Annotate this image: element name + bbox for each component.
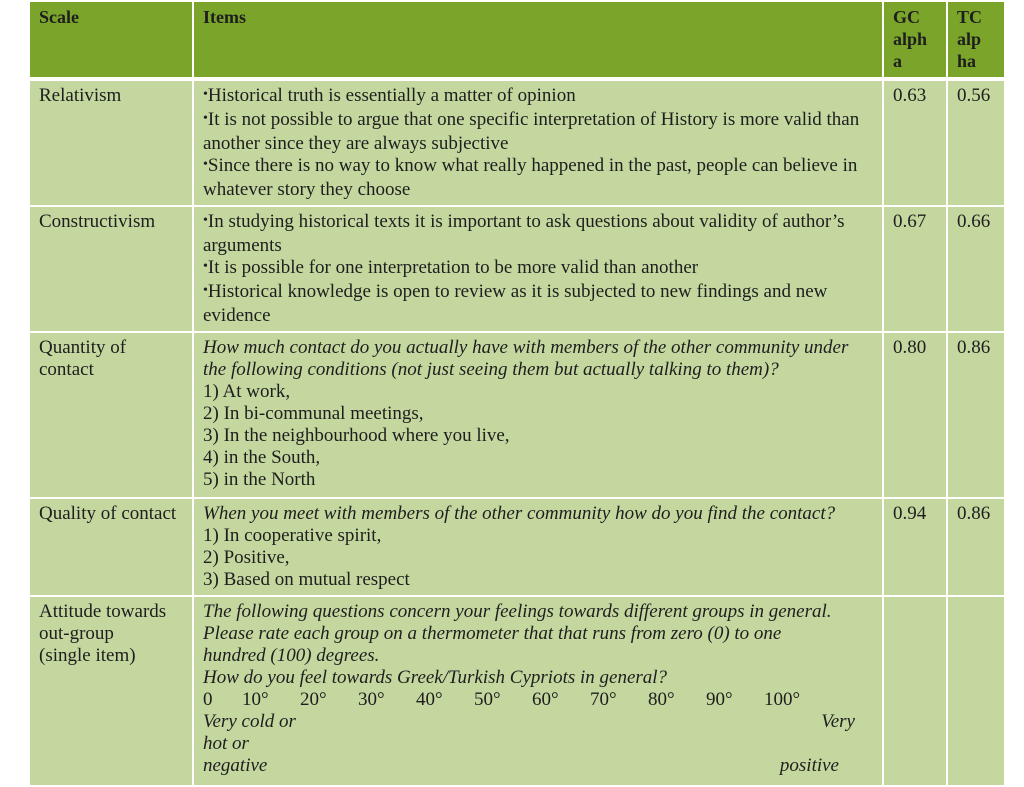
gc-alpha-value: 0.94 [883, 498, 947, 596]
list-item: 5) in the North [203, 469, 316, 490]
header-gc-alpha: GC alph a [883, 1, 947, 79]
list-item: 4) in the South, [203, 447, 321, 468]
scale-anchor-row [203, 755, 873, 777]
table-row [29, 79, 1005, 206]
question-text: How do you feel towards Greek/Turkish Cypriots in general? [203, 667, 668, 688]
header-items: Items [193, 1, 883, 79]
gc-alpha-value: 0.63 [883, 79, 947, 206]
scale-cell: Quantity of contact [29, 332, 193, 498]
list-item: 3) In the neighbourhood where you live, [203, 425, 510, 446]
scale-point: 40° [416, 689, 443, 710]
header-row [29, 1, 1005, 79]
list-item: 2) Positive, [203, 547, 290, 568]
scale-point: 10° [242, 689, 269, 710]
table-row [29, 206, 1005, 332]
list-item: •It is not possible to argue that one specific interpretation of History is more valid than another since they are always subjective [203, 109, 860, 154]
scale-anchor-row [203, 711, 873, 733]
question-text: The following questions concern your feelings towards different groups in general. [203, 601, 832, 622]
list-item: 1) At work, [203, 381, 291, 402]
scale-point: 50° [474, 689, 501, 710]
header-tc-alpha: TC alp ha [947, 1, 1005, 79]
gc-alpha-value: 0.80 [883, 332, 947, 498]
anchor-right: positive [779, 755, 839, 776]
header-scale: Scale [29, 1, 193, 79]
scale-point: 30° [358, 689, 385, 710]
anchor-left: Very cold or [203, 711, 296, 732]
gc-alpha-value: 0.67 [883, 206, 947, 332]
thermometer-scale [203, 689, 873, 711]
table-header [29, 1, 1005, 79]
scale-cell: Attitude towards out-group (single item) [29, 596, 193, 786]
question-text: When you meet with members of the other community how do you find the contact? [203, 503, 836, 524]
anchor-left: negative [203, 755, 268, 776]
table-row [29, 498, 1005, 596]
list-item: •Since there is no way to know what really happened in the past, people can believe in whatever story they choose [203, 155, 858, 200]
question-text: hundred (100) degrees. [203, 645, 380, 666]
scale-anchor-row [203, 733, 873, 755]
scale-point: 70° [590, 689, 617, 710]
items-cell [193, 596, 883, 786]
scale-point: 100° [764, 689, 801, 710]
anchor-left: hot or [203, 733, 249, 754]
scale-point: 80° [648, 689, 675, 710]
list-item: 3) Based on mutual respect [203, 569, 410, 590]
scale-point: 60° [532, 689, 559, 710]
scale-point: 90° [706, 689, 733, 710]
scale-cell: Quality of contact [29, 498, 193, 596]
scale-cell: Constructivism [29, 206, 193, 332]
table-row [29, 596, 1005, 786]
tc-alpha-value [947, 596, 1005, 786]
list-item: 2) In bi-communal meetings, [203, 403, 424, 424]
tc-alpha-value: 0.86 [947, 498, 1005, 596]
question-text: How much contact do you actually have with members of the other community under the following conditions (not just seeing them but actually talking to them)? [203, 337, 849, 380]
gc-alpha-value [883, 596, 947, 786]
list-item: •Historical knowledge is open to review as it is subjected to new findings and new evidence [203, 281, 828, 326]
question-text: Please rate each group on a thermometer that that runs from zero (0) to one [203, 623, 782, 644]
tc-alpha-value: 0.66 [947, 206, 1005, 332]
items-cell [193, 206, 883, 332]
items-cell [193, 332, 883, 498]
list-item: •It is possible for one interpretation to be more valid than another [203, 257, 699, 278]
anchor-right: Very [821, 711, 855, 732]
table-row [29, 332, 1005, 498]
tc-alpha-value: 0.86 [947, 332, 1005, 498]
scales-table [28, 0, 1006, 787]
list-item: •Historical truth is essentially a matter of opinion [203, 85, 576, 106]
scale-point: 0 [203, 689, 213, 710]
items-cell [193, 79, 883, 206]
tc-alpha-value: 0.56 [947, 79, 1005, 206]
scale-point: 20° [300, 689, 327, 710]
list-item: •In studying historical texts it is important to ask questions about validity of author’s arguments [203, 211, 845, 256]
items-cell [193, 498, 883, 596]
list-item: 1) In cooperative spirit, [203, 525, 382, 546]
scale-cell: Relativism [29, 79, 193, 206]
